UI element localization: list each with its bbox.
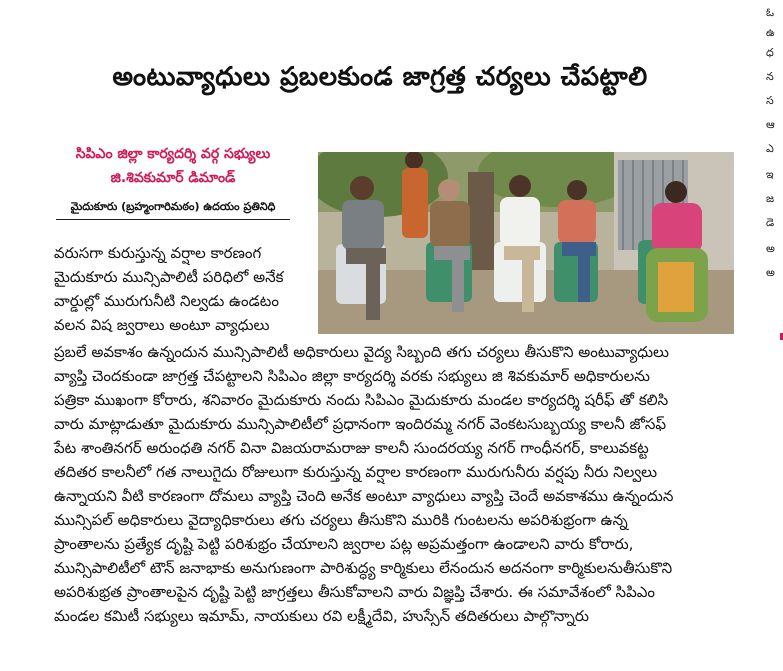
body-line: పేట శాంతినగర్ అరుంధతి నగర్ వినా విజయరామరాజు కాలనీ సుందరయ్య నగర్ గాంధీనగర్, కాలువకట్ట (54, 439, 649, 457)
edge-fragment: జ (766, 192, 775, 205)
news-photo (318, 152, 734, 334)
edge-fragment: ఆ (766, 118, 775, 131)
body-line: ప్రాంతాలను ప్రత్యేక దృష్టి పెట్టి పరిశుభ్రం చేయాలని జ్వరాల పట్ల అప్రమత్తంగా ఉండాలని వారు కోరారు, (54, 535, 634, 553)
body-line: వారు మాట్లాడుతూ మైదుకూరు మున్సిపాలిటీలో ప్రధానంగా ఇందిరమ్మ నగర్ వెంకటసుబ్బయ్య కాలనీ జోసఫ్ (54, 415, 667, 433)
body-line: ప్రబలే అవకాశం ఉన్నందున మున్సిపాలిటీ అధికారులు వైద్య సిబ్బంది తగు చర్యలు తీసుకొని అంటువ్యాధులు (54, 343, 669, 361)
edge-fragment: డె (766, 216, 775, 229)
body-line: ఉన్నాయని వీటి కారణంగా దోమలు వ్యాప్తి చెంది అనేక అంటూ వ్యాధులు వ్యాప్తి చెందే అవకాశము ఉన్నందున (54, 487, 674, 505)
adjacent-column-fragment (762, 0, 783, 671)
edge-fragment: న (766, 70, 774, 83)
edge-fragment: ఎ (766, 142, 774, 155)
edge-fragment: ధ (766, 46, 774, 59)
dateline-underline (56, 219, 290, 220)
body-line: వార్డుల్లో మురుగునీటి నిల్వడు ఉండటం (54, 292, 279, 310)
body-line: తదితర కాలనీలో గత నాలుగైదు రోజులుగా కురుస్తున్న వర్షాల కారణంగా మురుగునీరు వర్షపు నీరు నిల్వలు (54, 463, 658, 481)
body-line: మైదుకూరు మున్సిపాలిటీ పరిధిలో అనేక (54, 268, 284, 286)
body-line: మున్సిపాలిటీలో టౌన్ జనాభాకు అనుగుణంగా పారిశుద్ధ్య కార్మికులు లేనందున అదనంగా కార్మికులనుతీసుకొని (54, 559, 673, 577)
body-line: మున్సిపల్ అధికారులు వైద్యాధికారులు తగు చర్యలు తీసుకొని మురికి గుంటలను అపరిశుభ్రంగా ఉన్న (54, 511, 628, 529)
edge-fragment: ఓ (766, 6, 775, 19)
body-line: మండల కమిటీ సభ్యులు ఇమామ్, నాయకులు రవి లక్ష్మీదేవి, హుస్సేన్ తదితరులు పాల్గొన్నారు (54, 607, 589, 625)
subhead-line-2: జి.శివకుమార్ డిమాండ్ (110, 170, 236, 186)
edge-fragment: స (766, 94, 774, 107)
subhead-line-1: సిపిఎం జిల్లా కార్యదర్శి వర్గ సభ్యులు (75, 146, 271, 162)
dateline: మైదుకూరు (బ్రహ్మంగారిమఠం) ఉదయం ప్రతినిధి (70, 200, 276, 213)
edge-fragment: ఉ (766, 26, 775, 39)
body-line: వలన విష జ్వరాలు అంటూ వ్యాధులు (54, 316, 270, 334)
body-line: వ్యాప్తి చెందకుండా జాగ్రత్త చేపట్టాలని సిపిఎం జిల్లా కార్యదర్శి వరకు సభ్యులు జి శివకుమార్ అధికారులను (54, 367, 650, 385)
headline: అంటువ్యాధులు ప్రబలకుండ జాగ్రత్త చర్యలు చేపట్టాలి (112, 62, 648, 92)
body-line: అపరిశుభ్రత ప్రాంతాలపైన దృష్టి పెట్టి జాగ్రత్తలు తీసుకోవాలని వారు విజ్ఞప్తి చేశారు. ఈ సమావేశంలో సిపిఎం (54, 583, 656, 601)
body-line: వరుసగా కురుస్తున్న వర్షాల కారణంగ (54, 244, 262, 262)
body-line: పత్రికా ముఖంగా కోరారు, శనివారం మైదుకూరు నందు సిపిఎం మైదుకూరు మండల కార్యదర్శి షరీఫ్ తో కలిసి (54, 391, 669, 409)
edge-fragment: అ (766, 242, 775, 255)
edge-fragment: అ (766, 266, 775, 279)
edge-fragment: ఇ (766, 168, 774, 181)
